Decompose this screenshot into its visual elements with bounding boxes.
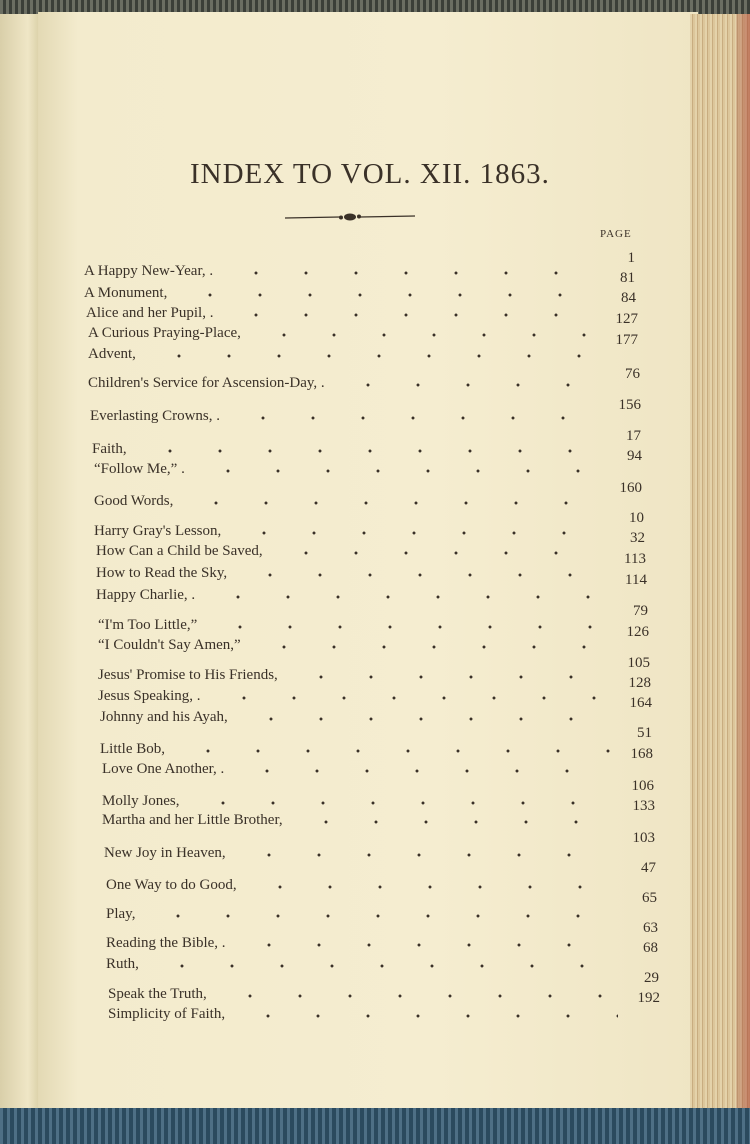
index-entry-page-number: 164 [629, 695, 652, 711]
index-entry-page-number: 76 [625, 366, 640, 382]
index-entry-title: Good Words, [94, 493, 174, 509]
index-entry-title: Johnny and his Ayah, [100, 709, 228, 725]
index-entry-title: “Follow Me,” . [94, 461, 185, 477]
index-entry-page-number: 32 [630, 530, 645, 546]
index-entry-title: Everlasting Crowns, . [90, 408, 220, 424]
index-entry-page-number: 156 [618, 397, 641, 413]
dot-leader [238, 416, 599, 420]
index-entry-title: Little Bob, [100, 741, 165, 757]
index-entry-title: How Can a Child be Saved, [96, 543, 263, 559]
index-entry-title: “I'm Too Little,” [98, 617, 198, 633]
index-entry-page-number: 81 [620, 270, 635, 286]
dot-leader [191, 501, 600, 505]
index-entry-page-number: 94 [627, 448, 642, 464]
dot-leader [244, 943, 616, 947]
dot-leader [157, 964, 616, 968]
index-entry-page-number: 29 [644, 970, 659, 986]
index-entry-title: A Happy New-Year, . [84, 263, 214, 279]
index-entry-title: Love One Another, . [102, 761, 225, 777]
dot-leader [231, 271, 593, 275]
index-entry-page-number: 126 [626, 624, 649, 640]
index-entry-title: Happy Charlie, . [96, 587, 196, 603]
dot-leader [198, 801, 612, 805]
index-entry-title: Ruth, [106, 956, 139, 972]
index-entry-title: Children's Service for Ascension-Day, . [88, 375, 325, 391]
dot-leader [243, 1014, 618, 1018]
index-entry-page-number: 127 [615, 311, 638, 327]
dot-leader [259, 645, 607, 649]
dot-leader [183, 749, 610, 753]
dot-leader [213, 595, 605, 599]
index-entry-title: Faith, [92, 441, 127, 457]
index-title: INDEX TO VOL. XII. 1863. [190, 158, 550, 190]
index-entry-title: New Joy in Heaven, [104, 845, 226, 861]
index-entry-title: A Curious Praying-Place, [88, 325, 241, 341]
index-entry-title: Jesus' Promise to His Friends, [98, 667, 278, 683]
index-entry-title: Speak the Truth, [108, 986, 207, 1002]
dot-leader [154, 354, 596, 358]
index-entry-title: Harry Gray's Lesson, [94, 523, 222, 539]
index-entry-page-number: 17 [626, 428, 641, 444]
page-edges [690, 14, 750, 1110]
dot-leader [153, 914, 615, 918]
index-entry-page-number: 133 [632, 798, 655, 814]
index-entry-page-number: 51 [637, 725, 652, 741]
index-entry-title: Advent, [88, 346, 136, 362]
dot-leader [231, 313, 594, 317]
index-entry-page-number: 103 [632, 830, 655, 846]
index-entry-page-number: 65 [642, 890, 657, 906]
dot-leader [244, 853, 613, 857]
index-entry-title: Simplicity of Faith, [108, 1006, 226, 1022]
dot-leader [255, 885, 614, 889]
index-entry-page-number: 68 [643, 940, 658, 956]
dot-leader [203, 469, 600, 473]
dot-leader [245, 573, 604, 577]
index-entry-page-number: 114 [625, 572, 647, 588]
dot-leader [219, 696, 609, 700]
index-entry-title: A Monument, [84, 285, 168, 301]
index-entry-page-number: 63 [643, 920, 658, 936]
index-entry-title: Molly Jones, [102, 793, 180, 809]
index-entry-page-number: 168 [630, 746, 653, 762]
dot-leader [185, 293, 593, 297]
index-entry-page-number: 106 [631, 778, 654, 794]
index-entry-page-number: 177 [615, 332, 638, 348]
index-entry-title: Reading the Bible, . [106, 935, 226, 951]
index-entry-title: Jesus Speaking, . [98, 688, 201, 704]
title-ornament [285, 210, 415, 224]
page-column-heading: PAGE [600, 228, 632, 240]
dot-leader [242, 769, 611, 773]
index-entry-title: One Way to do Good, [106, 877, 237, 893]
index-entry-title: Play, [106, 906, 136, 922]
dot-leader [215, 625, 606, 629]
dot-leader [343, 383, 598, 387]
index-entry-title: How to Read the Sky, [96, 565, 228, 581]
dot-leader [145, 449, 599, 453]
index-entry-page-number: 79 [633, 603, 648, 619]
index-entry-page-number: 160 [619, 480, 642, 496]
dot-leader [239, 531, 602, 535]
index-entry-page-number: 10 [629, 510, 644, 526]
index-entry-page-number: 84 [621, 290, 636, 306]
index-entry-page-number: 192 [637, 990, 660, 1006]
index-entry-page-number: 105 [627, 655, 650, 671]
index-entry-page-number: 113 [624, 551, 646, 567]
index-entry-title: “I Couldn't Say Amen,” [98, 637, 241, 653]
facing-page-edge [0, 14, 40, 1110]
index-entry-page-number: 128 [628, 675, 651, 691]
index-entry-page-number: 1 [627, 250, 635, 266]
index-entry-title: Martha and her Little Brother, [102, 812, 283, 828]
dot-leader [281, 551, 603, 555]
cover-binding-bottom [0, 1108, 750, 1144]
dot-leader [246, 717, 610, 721]
dot-leader [296, 675, 608, 679]
dot-leader [259, 333, 596, 337]
index-entry-title: Alice and her Pupil, . [86, 305, 214, 321]
dot-leader [301, 820, 613, 824]
index-entry-page-number: 47 [641, 860, 656, 876]
dot-leader [225, 994, 617, 998]
